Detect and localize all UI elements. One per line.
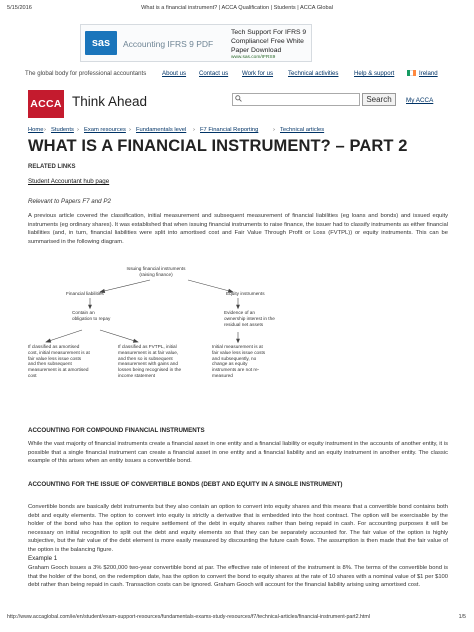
breadcrumb-separator: › xyxy=(193,127,195,133)
footer-url: http://www.accaglobal.com/ie/en/student/exam-support-resources/fundamentals-exams-study-resources/f7/technical-articles/financial-instrument-part2.html xyxy=(7,614,370,620)
sas-logo: sas xyxy=(85,31,117,55)
nav-about-us[interactable]: About us xyxy=(162,70,187,77)
site-tagline: The global body for professional accountants xyxy=(25,70,147,77)
diagram-obligation: Contain an obligation to repay xyxy=(72,310,111,321)
nav-work-for-us[interactable]: Work for us xyxy=(242,70,274,77)
section-heading-compound: ACCOUNTING FOR COMPOUND FINANCIAL INSTRUMENTS xyxy=(28,427,205,434)
breadcrumb-separator: › xyxy=(129,127,131,133)
acca-logo[interactable]: ACCA xyxy=(28,90,64,118)
page-number: 1/5 xyxy=(458,614,466,620)
my-acca-link[interactable]: My ACCA xyxy=(406,97,434,104)
section-heading-convertible: ACCOUNTING FOR THE ISSUE OF CONVERTIBLE BONDS (DEBT AND EQUITY IN A SINGLE INSTRUMENT) xyxy=(28,481,343,488)
example-paragraph: Graham Gooch issues a 3% $200,000 two-year convertible bond at par. The effective rate of interest of the instrument is 8%. The terms of the convertible bond is that the holder of the bond, on the redemption date, has the option to convert the bond to equity shares at the rate of 10 shares with a nominal value of $1 per $100 debt rather than being repaid in cash. Transaction costs can be ignored. Graham Gooch will account for the financial liability arising using amortised cost. xyxy=(28,565,448,588)
breadcrumb-separator: › xyxy=(44,127,46,133)
diagram-equity-measurement: Initial measurement is at fair value less issue costs and subsequently, no change as equity instruments are not re-measured xyxy=(212,344,266,378)
diagram-connectors xyxy=(28,262,328,418)
breadcrumb-separator: › xyxy=(77,127,79,133)
print-page-title: What is a financial instrument? | ACCA Qualification | Students | ACCA Global xyxy=(141,5,333,11)
breadcrumb-students[interactable]: Students xyxy=(51,127,74,133)
diagram-fvtpl: If classified as FVTPL, initial measurement is at fair value, and then so is subsequent measurement with gains and losses being recognised in the income statement xyxy=(118,344,182,378)
diagram-equity-instruments: Equity instruments xyxy=(226,291,265,296)
nav-contact-us[interactable]: Contact us xyxy=(199,70,229,77)
section-paragraph-convertible: Convertible bonds are basically debt instruments but they also contain an option to convert into equity shares and this means that a convertible bond contains both debt and equity elements. The option to convert into equity is strictly a derivative that is embedded into the host contract. The option will be exercisable by the holder of the bond who has the option to require settlement of the debt in equity shares rather than being repaid in cash. For accounting purposes it will be necessary on initial recognition to split out the debt and equity elements so that they can be separately accounted for. The fair value of the option is highly subjective, but the fair value of the debt element is more easily measured by discounting the future cash flows. The assumption is then made that the fair value of the option is the balancing figure. xyxy=(28,504,448,553)
diagram-financial-liabilities: Financial liabilities xyxy=(66,291,104,296)
search-input[interactable] xyxy=(232,93,360,106)
breadcrumb-exam-resources[interactable]: Exam resources xyxy=(84,127,126,133)
ireland-flag-icon xyxy=(407,70,416,76)
search-icon xyxy=(235,95,242,102)
breadcrumb-f7-financial-reporting[interactable]: F7 Financial Reporting xyxy=(200,127,259,133)
related-links-heading: RELATED LINKS xyxy=(28,164,76,170)
ad-left-text[interactable]: Accounting IFRS 9 PDF xyxy=(123,39,214,49)
relevant-papers: Relevant to Papers F7 and P2 xyxy=(28,198,111,205)
section-paragraph-compound: While the vast majority of financial instruments create a financial asset in one entity and a financial liability or equity instrument in the accounts of another entity, it is possible that a single financial instrument can create a financial asset in one entity and a financial liability and an equity instrument in another entity. The classic example of this arises when an entity issues a convertible bond. xyxy=(28,441,448,464)
page-title: WHAT IS A FINANCIAL INSTRUMENT? – PART 2 xyxy=(28,137,408,155)
country-selector[interactable]: Ireland xyxy=(419,70,438,77)
breadcrumb-technical-articles[interactable]: Technical articles xyxy=(280,127,325,133)
diagram-amortised-cost: If classified as amortised cost, initial measurement is at fair value less issue costs and then subsequent measurement is at amortised cost xyxy=(28,344,90,378)
brand-slogan: Think Ahead xyxy=(72,94,148,109)
breadcrumb-home[interactable]: Home xyxy=(28,127,44,133)
advertisement-banner[interactable] xyxy=(80,24,312,62)
breadcrumb-fundamentals-level[interactable]: Fundamentals level xyxy=(136,127,187,133)
print-header xyxy=(7,5,467,15)
student-accountant-hub-link[interactable]: Student Accountant hub page xyxy=(28,178,110,185)
nav-help-support[interactable]: Help & support xyxy=(354,70,395,77)
diagram-ownership: Evidence of an ownership interest in the residual net assets xyxy=(224,310,275,327)
classification-diagram xyxy=(28,262,328,418)
breadcrumb-separator: › xyxy=(273,127,275,133)
ad-headline[interactable]: Tech Support For IFRS 9 Compliance! Free White Paper Download xyxy=(231,29,307,54)
example-heading: Example 1 xyxy=(28,555,58,562)
search-button[interactable]: Search xyxy=(362,93,396,106)
diagram-root: Issuing financial instruments (raising finance) xyxy=(126,266,186,277)
print-date: 5/15/2016 xyxy=(7,5,32,11)
ad-url[interactable]: www.sas.com/IFRS9 xyxy=(231,55,276,60)
nav-technical-activities[interactable]: Technical activities xyxy=(288,70,339,77)
intro-paragraph: A previous article covered the classification, initial measurement and subsequent measurement of financial liabilities (eg loans and bonds) and issued equity instruments (eg ordinary shares). It was established that when issuing financial instruments to raise finance, the issuer had to classify instruments as either financial liabilities (and, in turn, financial liabilities were split into amortised cost and Fair Value Through Profit or Loss (FVTPL)) or equity instruments. This can be summarised in the following diagram. xyxy=(28,213,448,245)
